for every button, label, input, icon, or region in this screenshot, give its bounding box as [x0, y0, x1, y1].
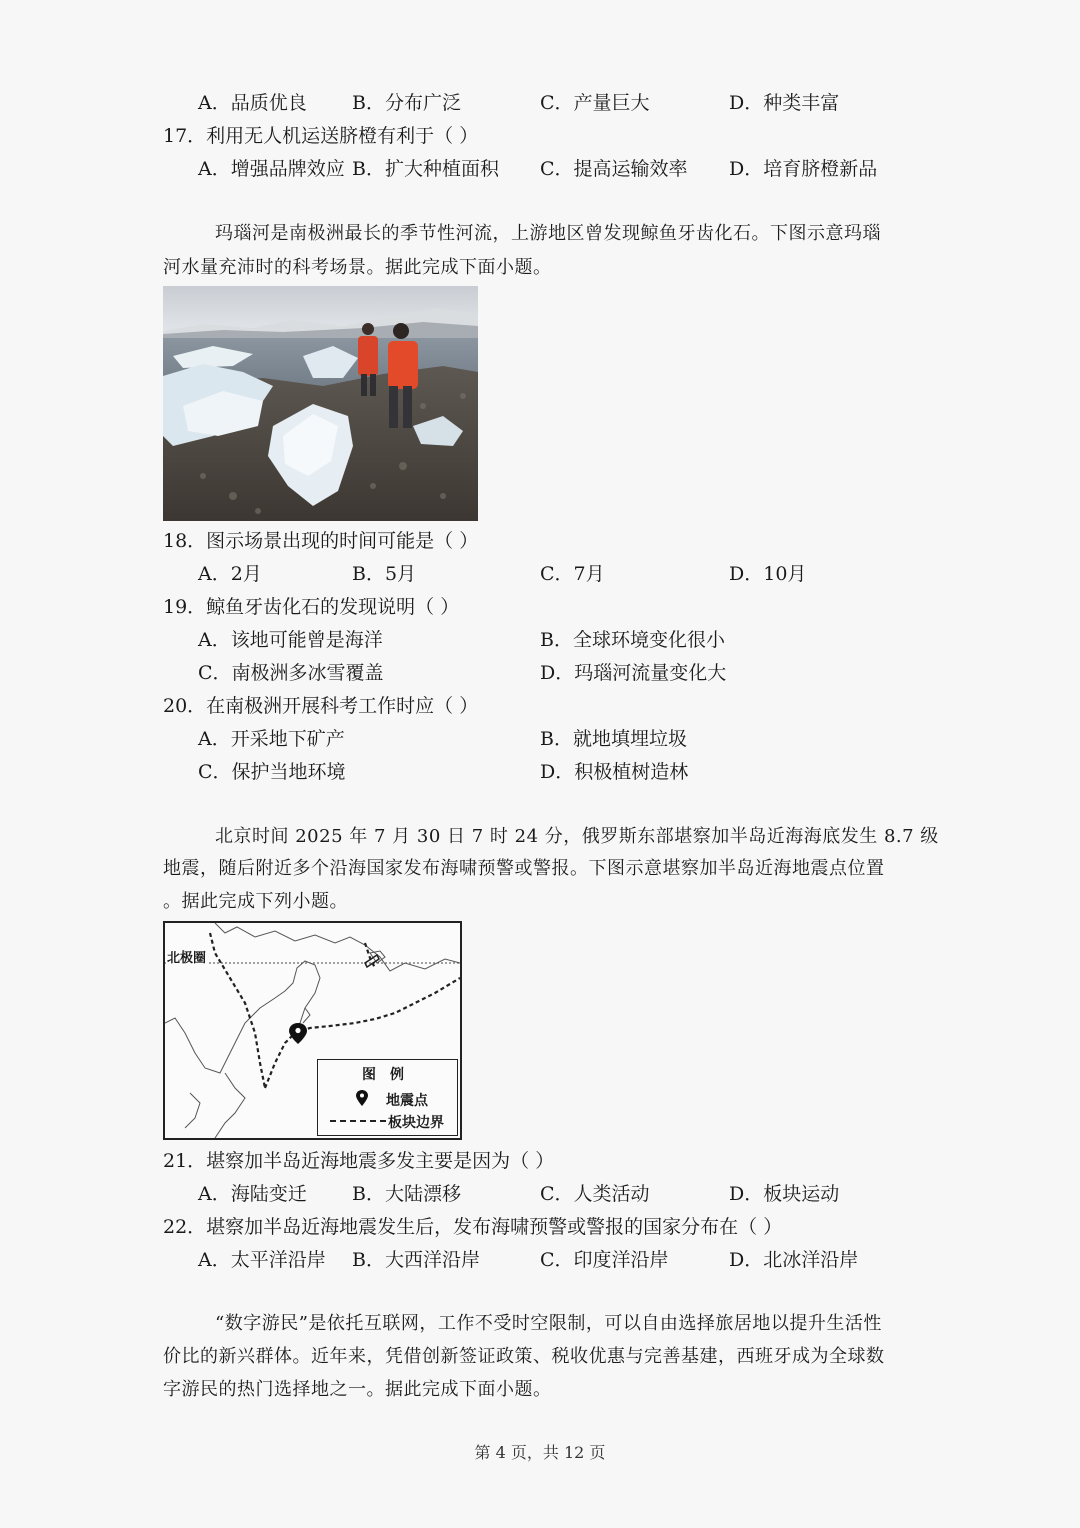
q21-option-b: B．大陆漂移: [352, 1183, 461, 1205]
page-footer: 第 4 页，共 12 页: [474, 1443, 606, 1462]
legend-title: 图 例: [362, 1067, 404, 1083]
intro-mararui-line2: 河水量充沛时的科考场景。据此完成下面小题。: [163, 257, 552, 278]
q20-option-d: D．积极植树造林: [540, 761, 689, 783]
intro-nomad-line1: “数字游民”是依托互联网，工作不受时空限制，可以自由选择旅居地以提升生活性: [215, 1313, 882, 1334]
intro-quake-line2: 地震，随后附近多个沿海国家发布海啸预警或警报。下图示意堪察加半岛近海地震点位置: [163, 858, 885, 879]
q19-option-d: D．玛瑙河流量变化大: [540, 662, 727, 684]
q19-option-b: B．全球环境变化很小: [540, 629, 725, 651]
q18-option-a: A．2月: [198, 563, 262, 585]
q18-option-b: B．5月: [352, 563, 417, 585]
q17-stem: 17．利用无人机运送脐橙有利于（ ）: [163, 125, 479, 147]
q16-option-c: C．产量巨大: [540, 92, 650, 114]
q16-option-a: A．品质优良: [198, 92, 307, 114]
legend-quake-icon: [356, 1090, 368, 1110]
intro-quake-line1: 北京时间 2025 年 7 月 30 日 7 时 24 分，俄罗斯东部堪察加半岛近海海底发生 8.7 级: [215, 826, 939, 847]
antarctic-field-photo: [163, 286, 478, 521]
q22-stem: 22．堪察加半岛近海地震发生后，发布海啸预警或警报的国家分布在（ ）: [163, 1216, 783, 1238]
map-legend: [317, 1059, 458, 1136]
q21-option-a: A．海陆变迁: [198, 1183, 307, 1205]
q16-option-b: B．分布广泛: [352, 92, 461, 114]
q17-option-a: A．增强品牌效应: [198, 158, 345, 180]
q21-option-c: C．人类活动: [540, 1183, 650, 1205]
q16-option-d: D．种类丰富: [729, 92, 840, 114]
q17-option-b: B．扩大种植面积: [352, 158, 499, 180]
intro-nomad-line3: 字游民的热门选择地之一。据此完成下面小题。: [163, 1379, 552, 1400]
q21-stem: 21．堪察加半岛近海地震多发主要是因为（ ）: [163, 1150, 555, 1172]
q19-option-c: C．南极洲多冰雪覆盖: [198, 662, 384, 684]
q22-option-a: A．太平洋沿岸: [198, 1249, 326, 1271]
q20-stem: 20．在南极洲开展科考工作时应（ ）: [163, 695, 479, 717]
q21-option-d: D．板块运动: [729, 1183, 840, 1205]
q22-option-b: B．大西洋沿岸: [352, 1249, 480, 1271]
legend-quake-label: 地震点: [386, 1093, 428, 1109]
q18-stem: 18．图示场景出现的时间可能是（ ）: [163, 530, 479, 552]
earthquake-point-marker: [289, 1023, 307, 1044]
q17-option-d: D．培育脐橙新品: [729, 158, 878, 180]
q19-option-a: A．该地可能曾是海洋: [198, 629, 383, 651]
arctic-circle-label: 北极圈: [166, 947, 207, 966]
q19-stem: 19．鲸鱼牙齿化石的发现说明（ ）: [163, 596, 460, 618]
q22-option-d: D．北冰洋沿岸: [729, 1249, 859, 1271]
intro-quake-line3: 。据此完成下列小题。: [163, 891, 348, 912]
q18-option-c: C．7月: [540, 563, 605, 585]
legend-boundary-line: [330, 1120, 386, 1122]
q20-option-c: C．保护当地环境: [198, 761, 346, 783]
intro-mararui-line1: 玛瑙河是南极洲最长的季节性河流，上游地区曾发现鲸鱼牙齿化石。下图示意玛瑙: [215, 223, 881, 244]
legend-boundary-label: 板块边界: [388, 1115, 444, 1131]
q17-option-c: C．提高运输效率: [540, 158, 688, 180]
q18-option-d: D．10月: [729, 563, 807, 585]
intro-nomad-line2: 价比的新兴群体。近年来，凭借创新签证政策、税收优惠与完善基建，西班牙成为全球数: [163, 1346, 885, 1367]
kamchatka-quake-map: [163, 921, 462, 1140]
q22-option-c: C．印度洋沿岸: [540, 1249, 669, 1271]
q20-option-a: A．开采地下矿产: [198, 728, 345, 750]
q20-option-b: B．就地填埋垃圾: [540, 728, 687, 750]
